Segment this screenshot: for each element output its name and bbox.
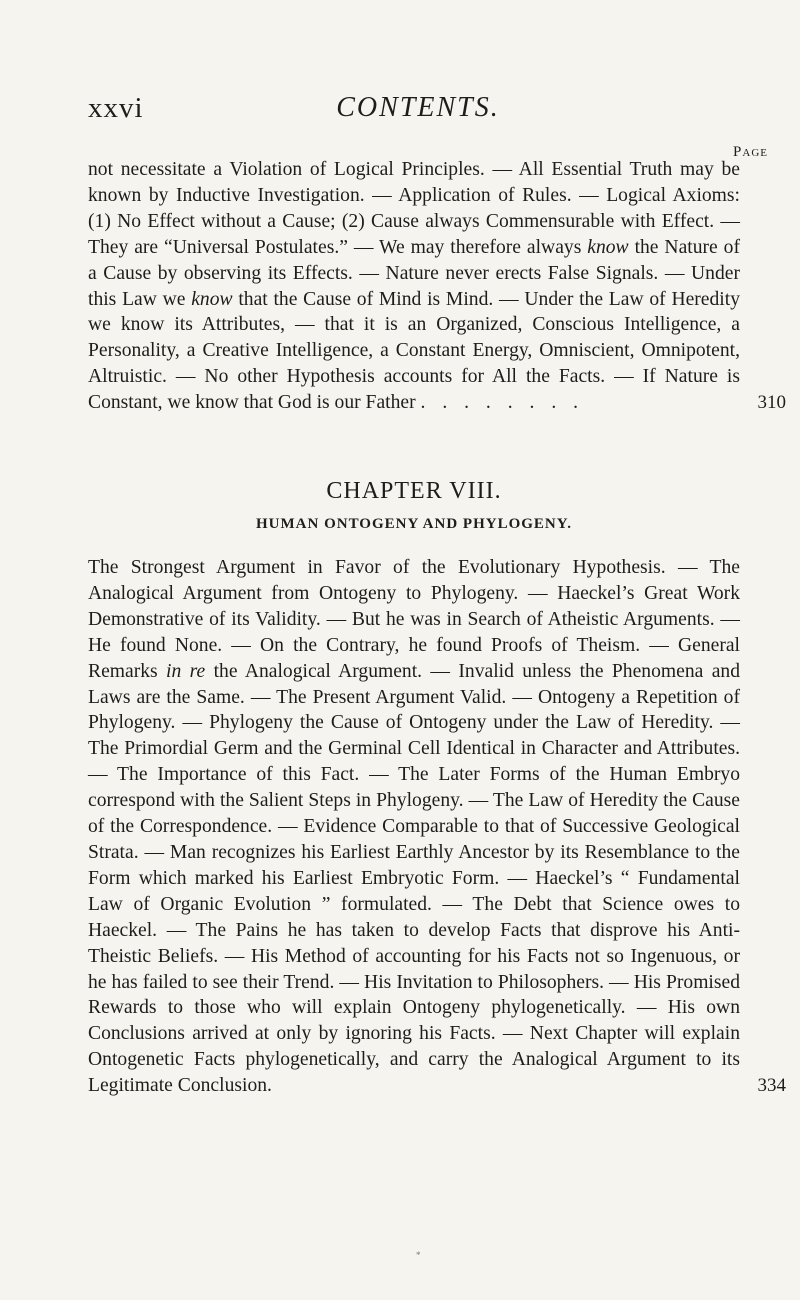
page-reference: 310 bbox=[757, 392, 786, 414]
page-column-label: Page bbox=[733, 144, 768, 160]
page-number: xxvi bbox=[88, 92, 144, 124]
chapter-heading: CHAPTER VIII. bbox=[326, 478, 502, 504]
entry-text-italic: know bbox=[587, 236, 629, 258]
summary-text-italic: in re bbox=[166, 660, 206, 682]
summary-text-segment: the Analogical Argument. — Invalid unless the Phenomena and Laws are the Same. — The Present Argument Valid. — Ontogeny a Repetition of Phylogeny. — Phylogeny the Cause of Ontogeny under the Law of Heredity. — The Primordial Germ and the Germinal Cell Identical in Character and Attributes. — The Importance of this Fact. — The Later Forms of the Human Embryo correspond with the Salient Steps in Phylogeny. — The Law of Heredity the Cause of the Correspondence. — Evidence Comparable to that of Successive Geological Strata. — Man recognizes his Earliest Earthly Ancestor by its Resemblance to the Form which marked his Earliest Embryotic Form. — Haeckel’s “ Fundamental Law of Organic Evolution ” formulated. — The Debt that Science owes to Haeckel. — The Pains he has taken to develop Facts that disprove his Anti-Theistic Beliefs. — His Method of accounting for his Facts not so Ingenuous, or he has failed to see their Trend. — His Invitation to Philosophers. — His Promised Rewards to those who will explain Ontogeny phylogenetically. — His own Conclusions arrived at only by ignoring his Facts. — Next Chapter will explain Ontogenetic Facts phylogenetically, and carry the Analogical Argument to its Legitimate Conclusion. bbox=[88, 660, 740, 1097]
entry-text bbox=[88, 159, 740, 413]
chapter-subtitle: HUMAN ONTOGENY AND PHYLOGENY. bbox=[256, 516, 572, 532]
footer-mark: * bbox=[416, 1250, 421, 1260]
entry-text-segment: that the Cause of Mind is Mind. — Under the Law of Heredity we know its Attributes, — that it is an Organized, Conscious Intelligence, a Personality, a Creative Intelligence, a Constant Energy, Omniscient, Omnipotent, Altruistic. — No other Hypothesis accounts for All the Facts. — If Nature is Constant, we know that God is our Father bbox=[88, 288, 740, 414]
page-reference: 334 bbox=[757, 1075, 786, 1097]
running-head bbox=[88, 92, 748, 132]
dot-leader: . . . . . . . . bbox=[420, 392, 585, 414]
running-title bbox=[88, 92, 748, 124]
contents-entry-chapter-vii-summary bbox=[88, 157, 786, 416]
running-title-text: CONTENTS. bbox=[336, 92, 500, 123]
entry-text-segment: the Nature of a Cause by observing its Effects. — Nature never erects False Signals. — Under this Law we bbox=[88, 236, 741, 310]
summary-text-segment: The Strongest Argument in Favor of the Evolutionary Hypothesis. — The Analogical Argument from Ontogeny to Phylogeny. — Haeckel’s Great Work Demonstrative of its Validity. — But he was in Search of Atheistic Arguments. — He found None. — On the Contrary, he found Proofs of Theism. — General Remarks bbox=[88, 557, 740, 682]
entry-text-segment: not necessitate a Violation of Logical Principles. — All Essential Truth may be known by Inductive Investigation. — Application of Rules. — Logical Axioms: (1) No Effect without a Cause; (2) Cause always Commensurable with Effect. — They are “Universal Postulates.” — We may therefore always bbox=[88, 159, 740, 258]
entry-text-italic: know bbox=[191, 288, 233, 310]
chapter-summary bbox=[88, 555, 786, 1099]
